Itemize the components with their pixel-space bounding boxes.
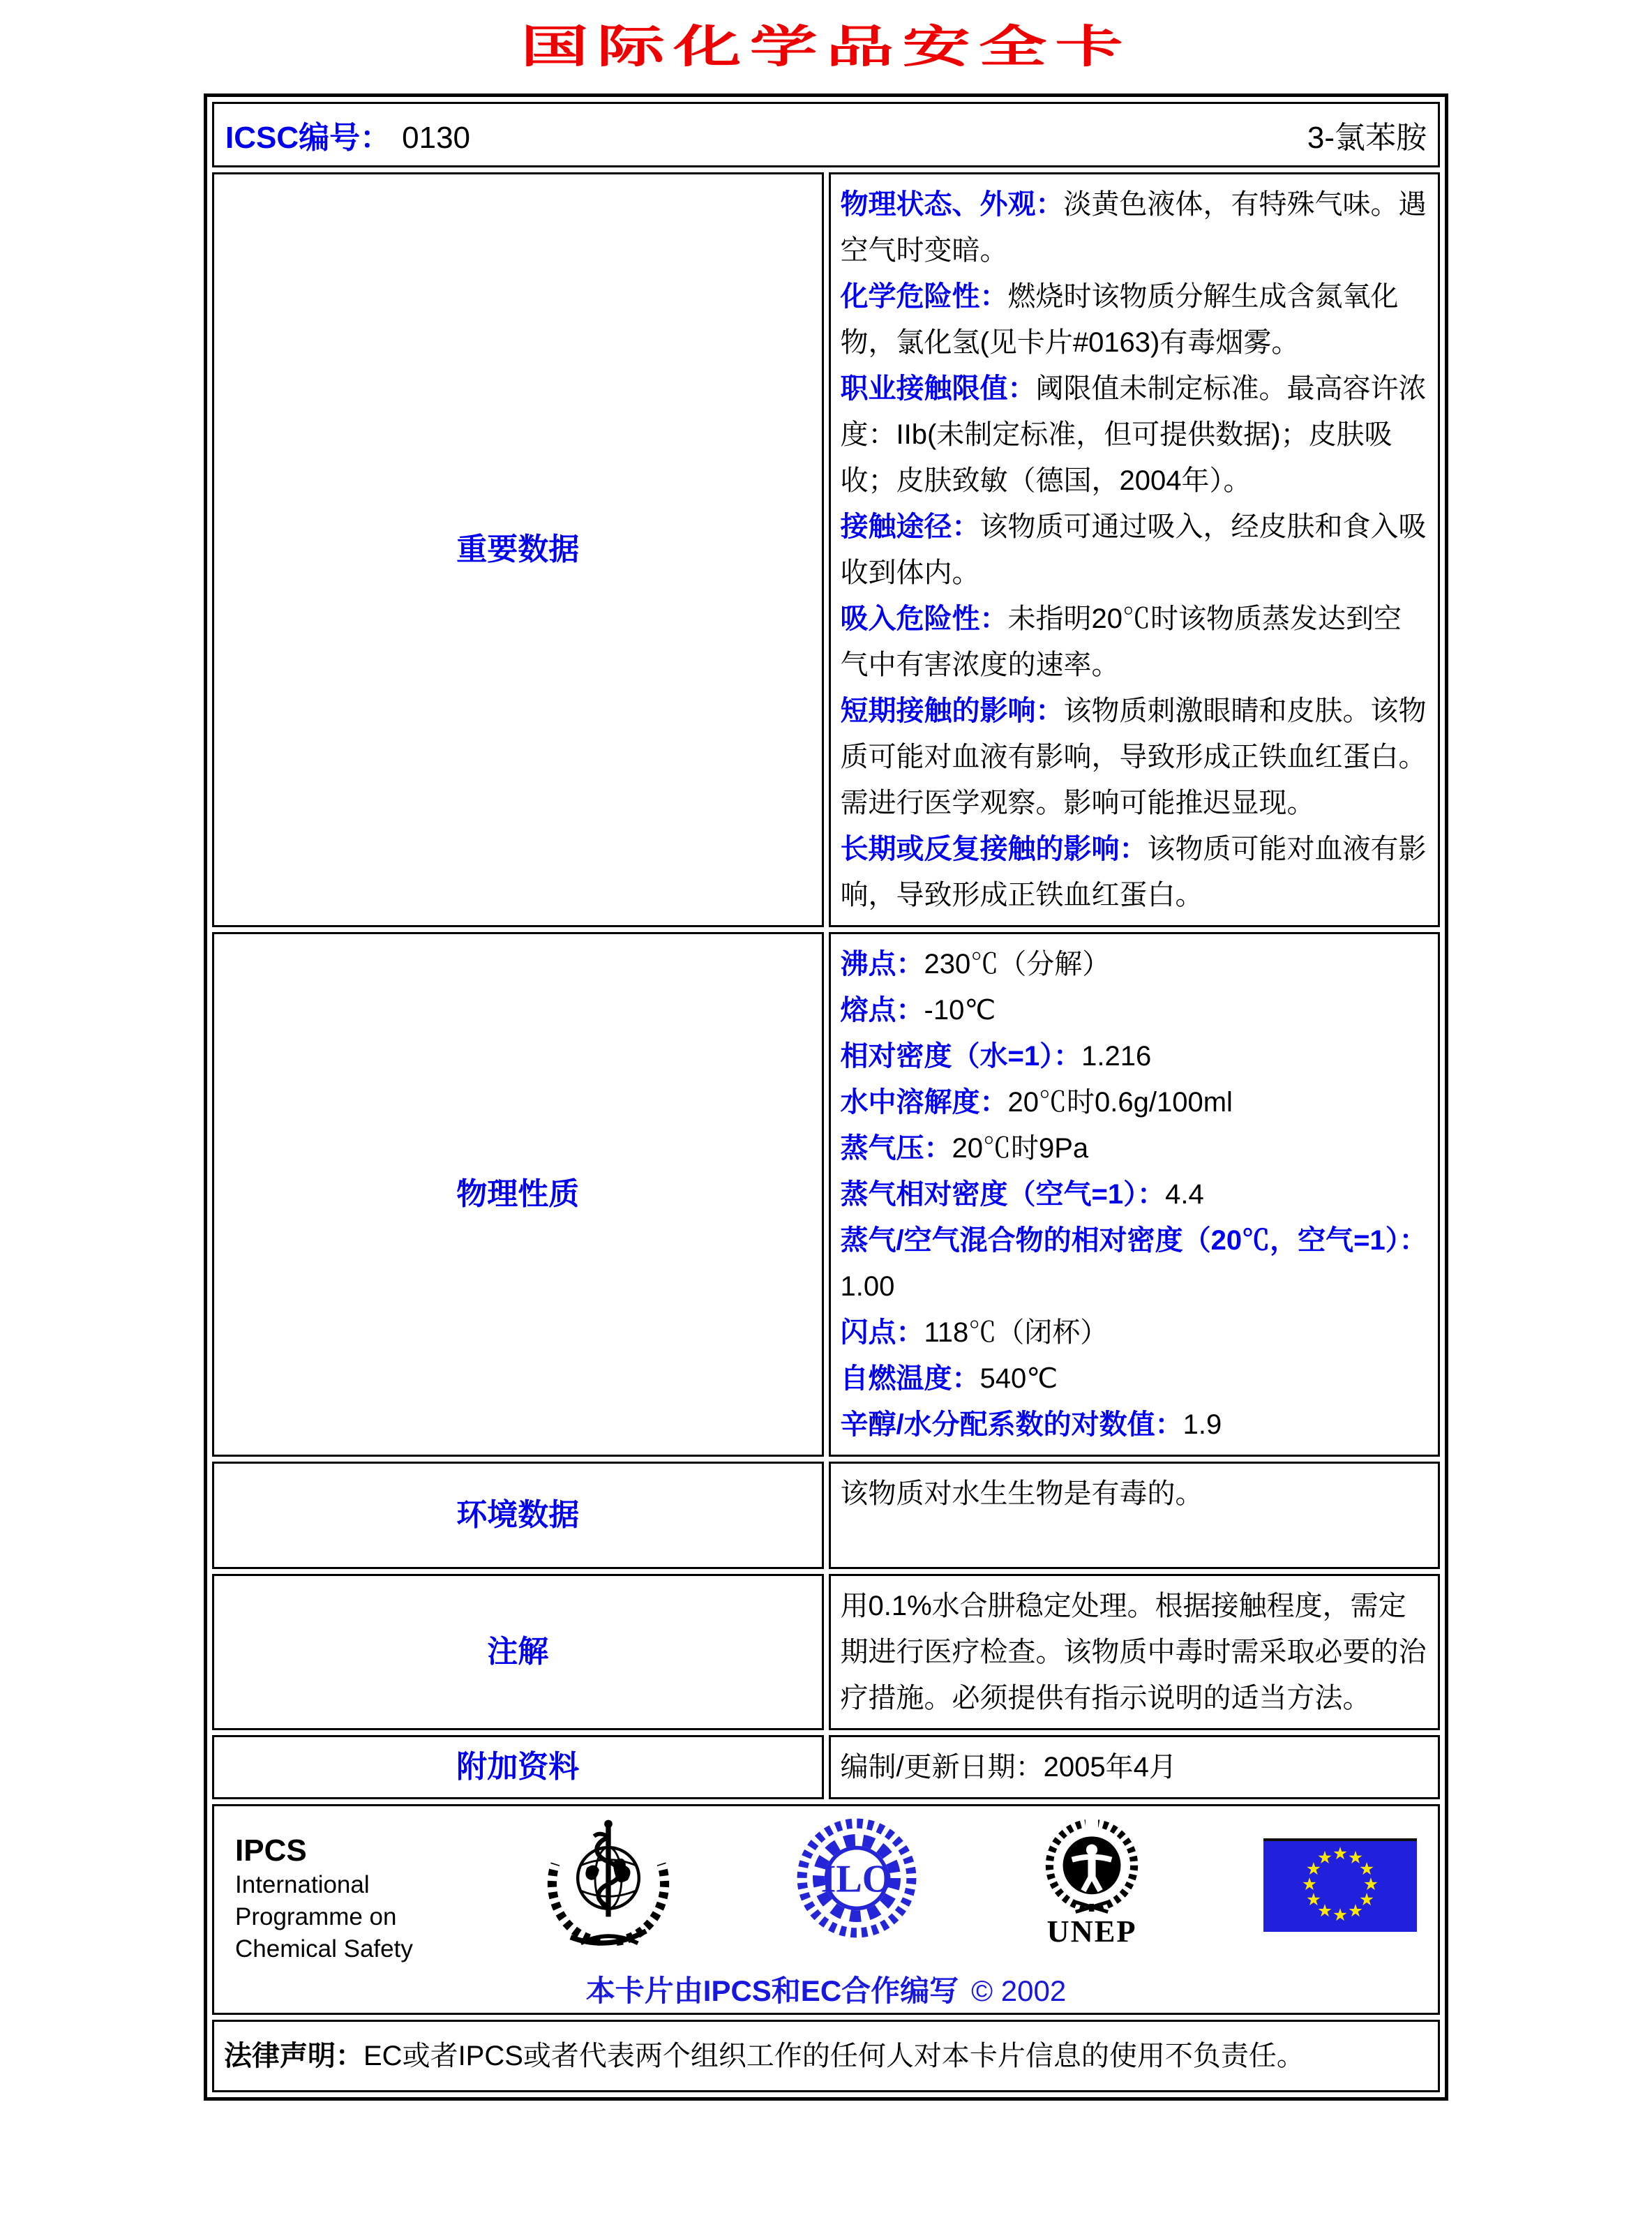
physical-item: 蒸气压：20℃时9Pa (840, 1133, 1089, 1164)
physical-item: 蒸气相对密度（空气=1）：4.4 (840, 1179, 1204, 1210)
copyright-text: © 2002 (971, 1974, 1067, 2007)
physical-item: 闪点：118℃（闭杯） (840, 1317, 1109, 1348)
section-content-important-data (829, 172, 1441, 927)
section-content-environmental-data: 该物质对水生生物是有毒的。 (829, 1462, 1441, 1569)
physical-item: 沸点：230℃（分解） (840, 949, 1111, 980)
physical-item: 水中溶解度：20℃时0.6g/100ml (840, 1087, 1233, 1118)
header-row (212, 102, 1440, 167)
section-content-notes: 用0.1%水合肼稳定处理。根据接触程度，需定期进行医疗检查。该物质中毒时需采取必要的治疗措施。必须提供有指示说明的适当方法。 (829, 1574, 1441, 1730)
physical-item: 熔点：-10℃ (840, 995, 996, 1026)
section-label-additional-info: 附加资料 (212, 1735, 824, 1799)
physical-item: 辛醇/水分配系数的对数值：1.9 (840, 1409, 1222, 1440)
physical-item: 自燃温度：540℃ (840, 1363, 1058, 1394)
icsc-card-table (204, 93, 1448, 2101)
physical-item: 蒸气/空气混合物的相对密度（20℃，空气=1）：1.00 (840, 1225, 1427, 1302)
legal-text: EC或者IPCS或者代表两个组织工作的任何人对本卡片信息的使用不负责任。 (363, 2041, 1305, 2071)
important-item: 吸入危险性：未指明20℃时该物质蒸发达到空气中有害浓度的速率。 (840, 603, 1402, 680)
important-item: 物理状态、外观：淡黄色液体，有特殊气味。遇空气时变暗。 (840, 189, 1427, 266)
chemical-name: 3-氯苯胺 (1307, 121, 1427, 155)
section-label-environmental-data: 环境数据 (212, 1462, 824, 1569)
who-logo-icon (542, 1815, 675, 1956)
important-item: 化学危险性：燃烧时该物质分解生成含氮氧化物，氯化氢(见卡片#0163)有毒烟雾。 (840, 281, 1399, 358)
page-title (0, 18, 1652, 77)
legal-label: 法律声明： (224, 2041, 363, 2071)
ilo-logo-icon (793, 1815, 920, 1949)
icsc-number-label: ICSC编号： (225, 121, 391, 155)
section-label-notes: 注解 (212, 1574, 824, 1730)
unep-caption: UNEP (1046, 1913, 1137, 1949)
eu-flag-icon (1263, 1838, 1417, 1939)
important-item: 职业接触限值：阈限值未制定标准。最高容许浓度：IIb(未制定标准，但可提供数据)；皮肤吸收；皮肤致敏（德国，2004年）。 (840, 373, 1427, 496)
important-item: 短期接触的影响：该物质刺激眼睛和皮肤。该物质可能对血液有影响，导致形成正铁血红蛋白。需进行医学观察。影响可能推迟显现。 (840, 696, 1427, 818)
credit-line (235, 1968, 1417, 2010)
icsc-number-value: 0130 (402, 121, 471, 155)
page-title-text: 国际化学品安全卡 (520, 22, 1132, 72)
important-item: 接触途径：该物质可通过吸入，经皮肤和食入吸收到体内。 (840, 511, 1427, 588)
section-label-important-data: 重要数据 (212, 172, 824, 927)
legal-row (212, 2020, 1440, 2092)
logos-row (212, 1804, 1440, 2015)
section-content-additional-info: 编制/更新日期：2005年4月 (829, 1735, 1441, 1799)
ilo-letters: ILO (820, 1857, 893, 1901)
credit-text: 本卡片由IPCS和EC合作编写 (585, 1974, 959, 2007)
icsc-number (225, 112, 470, 157)
unep-logo-icon (1039, 1815, 1145, 1956)
important-item: 长期或反复接触的影响：该物质可能对血液有影响，导致形成正铁血红蛋白。 (840, 834, 1427, 910)
section-label-physical-properties: 物理性质 (212, 932, 824, 1457)
section-content-physical-properties (829, 932, 1441, 1457)
physical-item: 相对密度（水=1）：1.216 (840, 1041, 1152, 1072)
ipcs-text-block: IPCS International Programme on Chemical Safety (235, 1815, 423, 1965)
ipcs-acronym: IPCS (235, 1833, 307, 1868)
